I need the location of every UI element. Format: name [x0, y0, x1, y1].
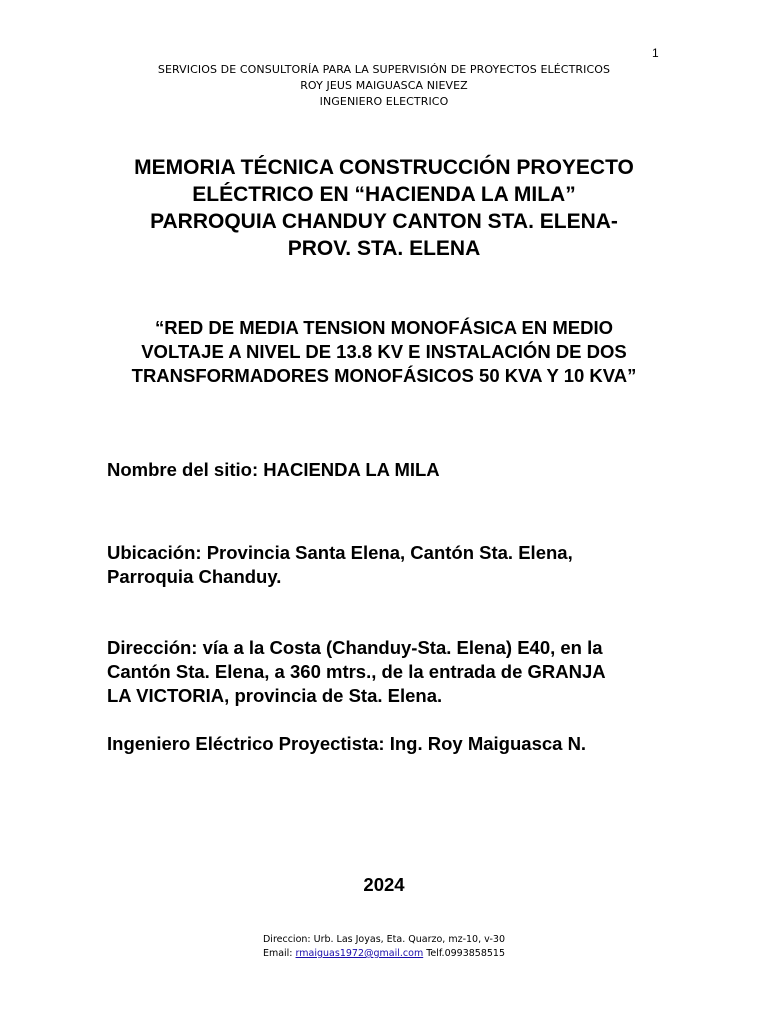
footer-email-link[interactable]: rmaiguas1972@gmail.com [295, 948, 424, 959]
footer-address: Direccion: Urb. Las Joyas, Eta. Quarzo, mz-10, v-30 [262, 934, 506, 945]
title-line: ELÉCTRICO EN “HACIENDA LA MILA” [192, 183, 576, 206]
address-line: Cantón Sta. Elena, a 360 mtrs., de la entrada de GRANJA [107, 661, 606, 682]
footer-contact [0, 947, 768, 961]
page-footer [0, 933, 768, 961]
header-name-line: ROY JEUS MAIGUASCA NIEVEZ [300, 79, 468, 92]
address-line: LA VICTORIA, provincia de Sta. Elena. [107, 685, 443, 706]
title-line: PROV. STA. ELENA [287, 237, 481, 260]
location-line: Parroquia Chanduy. [107, 566, 282, 587]
subtitle-line: TRANSFORMADORES MONOFÁSICOS 50 KVA Y 10 KVA” [131, 365, 637, 386]
site-name-text: Nombre del sitio: HACIENDA LA MILA [107, 459, 440, 480]
address-field [107, 636, 667, 708]
footer-phone: Telf.0993858515 [426, 948, 506, 959]
document-subtitle [90, 316, 678, 388]
footer-email-label: Email: [262, 948, 293, 959]
engineer-field [107, 732, 667, 756]
title-line: PARROQUIA CHANDUY CANTON STA. ELENA- [150, 210, 618, 233]
header-role-line: INGENIERO ELECTRICO [319, 95, 449, 108]
subtitle-line: VOLTAJE A NIVEL DE 13.8 KV E INSTALACIÓN DE DOS [141, 341, 627, 362]
title-line: MEMORIA TÉCNICA CONSTRUCCIÓN PROYECTO [134, 156, 634, 179]
location-field [107, 541, 667, 589]
document-title [90, 154, 678, 262]
page-header [0, 62, 768, 110]
header-company-line: SERVICIOS DE CONSULTORÍA PARA LA SUPERVISIÓN DE PROYECTOS ELÉCTRICOS [157, 63, 611, 76]
site-name-field [107, 458, 667, 482]
engineer-text: Ingeniero Eléctrico Proyectista: Ing. Roy Maiguasca N. [107, 733, 587, 754]
page-number: 1 [652, 46, 659, 60]
address-line: Dirección: vía a la Costa (Chanduy-Sta. Elena) E40, en la [107, 637, 603, 658]
location-line: Ubicación: Provincia Santa Elena, Cantón Sta. Elena, [107, 542, 573, 563]
subtitle-line: “RED DE MEDIA TENSION MONOFÁSICA EN MEDIO [154, 317, 614, 338]
document-year: 2024 [363, 874, 405, 895]
